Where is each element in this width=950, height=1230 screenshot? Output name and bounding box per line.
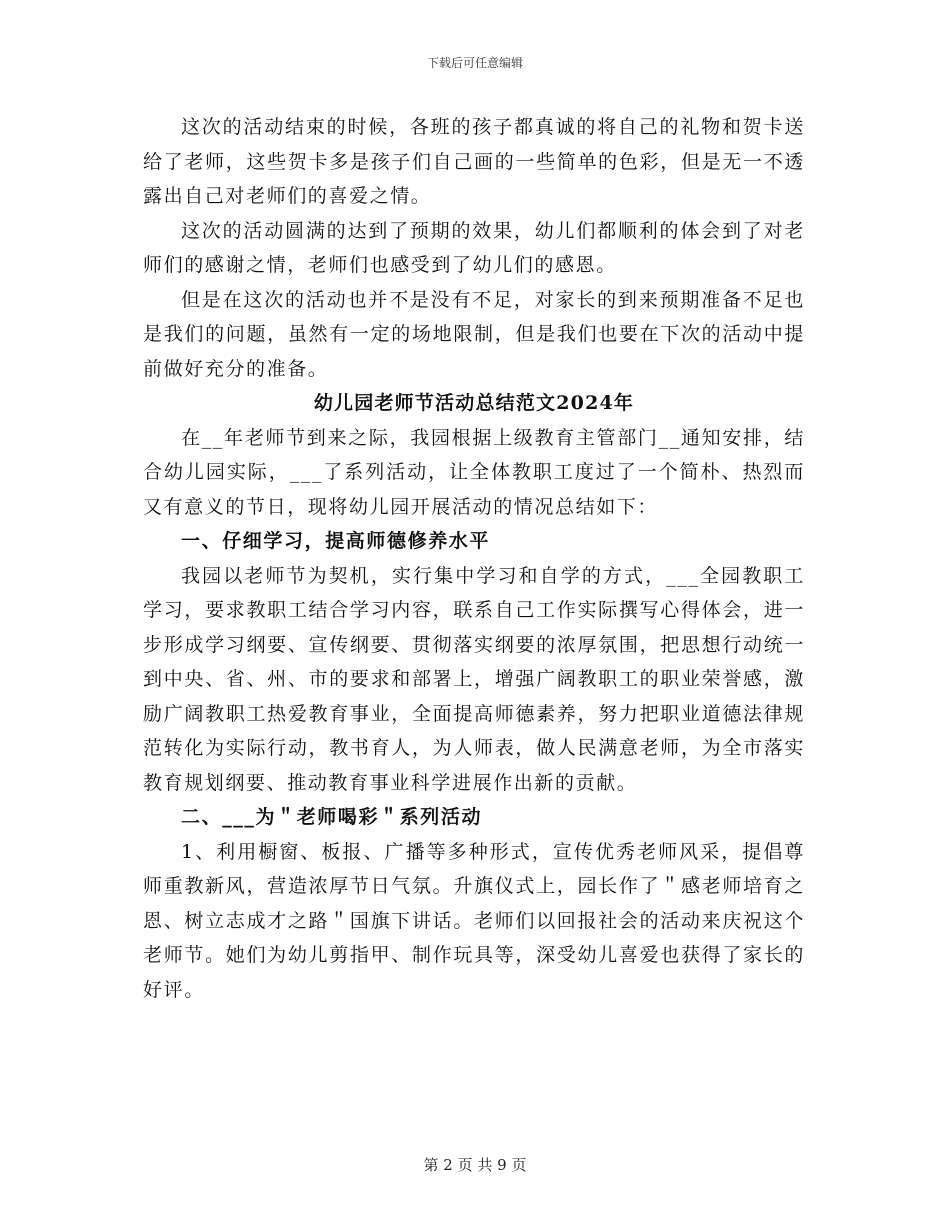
header-note: 下载后可任意编辑 [426, 56, 523, 70]
section-2-heading: 二、___为＂老师喝彩＂系列活动 [181, 806, 483, 828]
intro-paragraph-1: 这次的活动结束的时候，各班的孩子都真诚的将自己的礼物和贺卡送给了老师，这些贺卡多是孩子们自己画的一些简单的色彩，但是无一不透露出自己对老师们的喜爱之情。 [143, 116, 805, 207]
page-footer: 第 2 页 共 9 页 [423, 1156, 527, 1174]
document-body [143, 110, 805, 1007]
section-1-body: 我园以老师节为契机，实行集中学习和自学的方式，___全园教职工学习，要求教职工结合学习内容，联系自己工作实际撰写心得体会，进一步形成学习纲要、宣传纲要、贯彻落实纲要的浓厚氛围，把思想行动统一到中央、省、州、市的要求和部署上，增强广阔教职工的职业荣誉感，激励广阔教职工热爱教育事业，全面提高师德素养，努力把职业道德法律规范转化为实际行动，教书育人，为人师表，做人民满意老师，为全市落实教育规划纲要、推动教育事业科学进展作出新的贡献。 [143, 564, 805, 794]
document-title: 幼儿园老师节活动总结范文2024年 [313, 392, 635, 414]
opening-paragraph: 在__年老师节到来之际，我园根据上级教育主管部门__通知安排，结合幼儿园实际，___了系列活动，让全体教职工度过了一个简朴、热烈而又有意义的节日，现将幼儿园开展活动的情况总结如下： [143, 426, 805, 518]
section-2-body: 1、利用橱窗、板报、广播等多种形式，宣传优秀老师风采，提倡尊师重教新风，营造浓厚节日气氛。升旗仪式上，园长作了＂感老师培育之恩、树立志成才之路＂国旗下讲话。老师们以回报社会的活动来庆祝这个老师节。她们为幼儿剪指甲、制作玩具等，深受幼儿喜爱也获得了家长的好评。 [143, 840, 805, 1001]
intro-paragraph-3: 但是在这次的活动也并不是没有不足，对家长的到来预期准备不足也是我们的问题，虽然有一定的场地限制，但是我们也要在下次的活动中提前做好充分的准备。 [143, 288, 805, 380]
intro-paragraph-2: 这次的活动圆满的达到了预期的效果，幼儿们都顺利的体会到了对老师们的感谢之情，老师们也感受到了幼儿们的感恩。 [143, 219, 805, 276]
section-1-heading: 一、仔细学习，提高师德修养水平 [181, 530, 491, 552]
